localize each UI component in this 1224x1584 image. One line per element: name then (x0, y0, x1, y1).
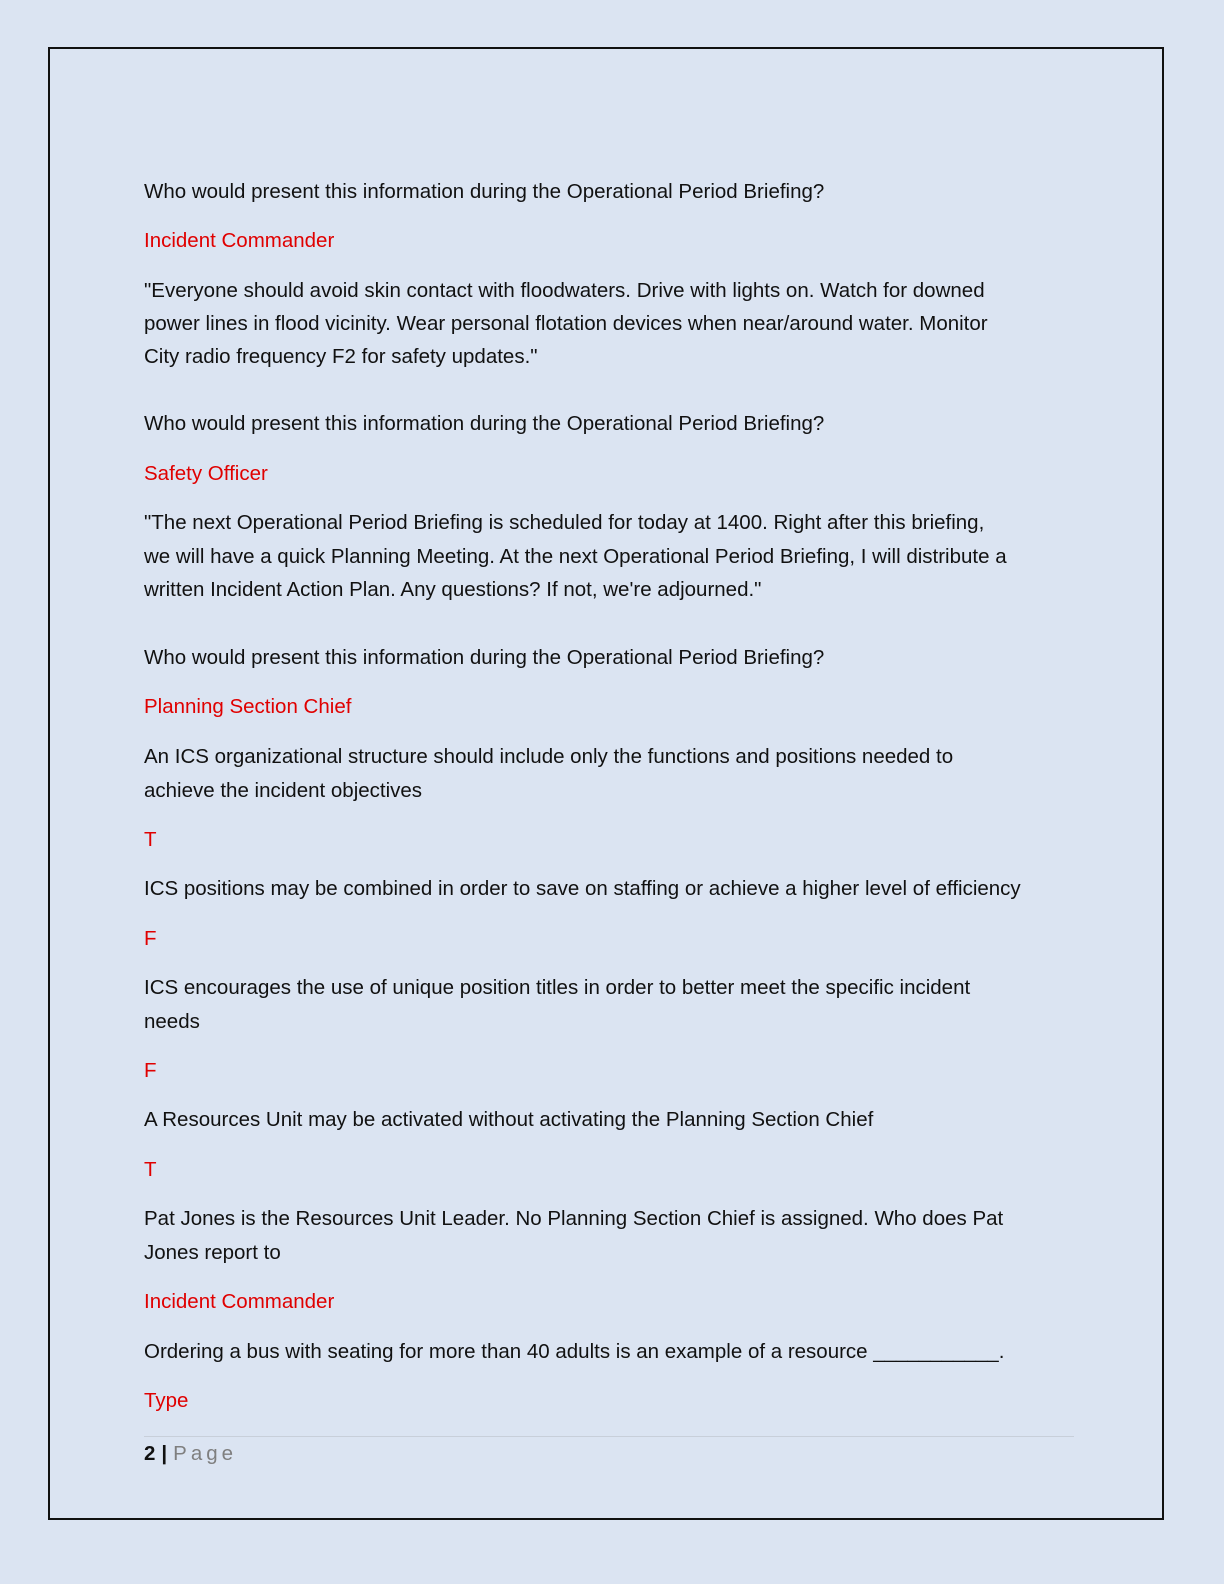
question-text: Who would present this information during the Operational Period Briefing? (144, 646, 825, 669)
question-text: "Everyone should avoid skin contact with floodwaters. Drive with lights on. Watch for downed (144, 279, 985, 302)
question-text: City radio frequency F2 for safety updates." (144, 345, 538, 368)
answer-text: T (144, 1158, 157, 1181)
question-text: achieve the incident objectives (144, 779, 423, 802)
answer-text: Planning Section Chief (144, 695, 352, 718)
answer-text: Type (144, 1389, 189, 1412)
question-text: An ICS organizational structure should include only the functions and positions needed to (144, 745, 954, 768)
question-text: Pat Jones is the Resources Unit Leader. No Planning Section Chief is assigned. Who does Pat (144, 1207, 1004, 1230)
page-footer (144, 1439, 237, 1469)
question-text: needs (144, 1010, 200, 1033)
question-text: written Incident Action Plan. Any questions? If not, we're adjourned." (144, 578, 762, 601)
answer-text: Incident Commander (144, 229, 335, 252)
question-text: "The next Operational Period Briefing is scheduled for today at 1400. Right after this briefing, (144, 511, 985, 534)
page-number: 2 (144, 1442, 156, 1465)
answer-text: F (144, 927, 157, 950)
answer-text: Safety Officer (144, 462, 268, 485)
answer-text: T (144, 828, 157, 851)
footer-divider (144, 1436, 1074, 1437)
question-text: A Resources Unit may be activated without activating the Planning Section Chief (144, 1108, 874, 1131)
question-text: Ordering a bus with seating for more than 40 adults is an example of a resource ___________. (144, 1340, 1005, 1363)
question-text: we will have a quick Planning Meeting. At the next Operational Period Briefing, I will distribute a (144, 545, 1007, 568)
question-text: Who would present this information during the Operational Period Briefing? (144, 412, 825, 435)
question-text: ICS encourages the use of unique position titles in order to better meet the specific incident (144, 976, 971, 999)
question-text: power lines in flood vicinity. Wear personal flotation devices when near/around water. Monitor (144, 312, 988, 335)
question-text: Who would present this information during the Operational Period Briefing? (144, 180, 825, 203)
footer-separator: | (161, 1442, 168, 1465)
question-text: ICS positions may be combined in order to save on staffing or achieve a higher level of efficiency (144, 877, 1021, 900)
question-text: Jones report to (144, 1241, 281, 1264)
answer-text: F (144, 1059, 157, 1082)
page-label: Page (173, 1442, 238, 1465)
answer-text: Incident Commander (144, 1290, 335, 1313)
